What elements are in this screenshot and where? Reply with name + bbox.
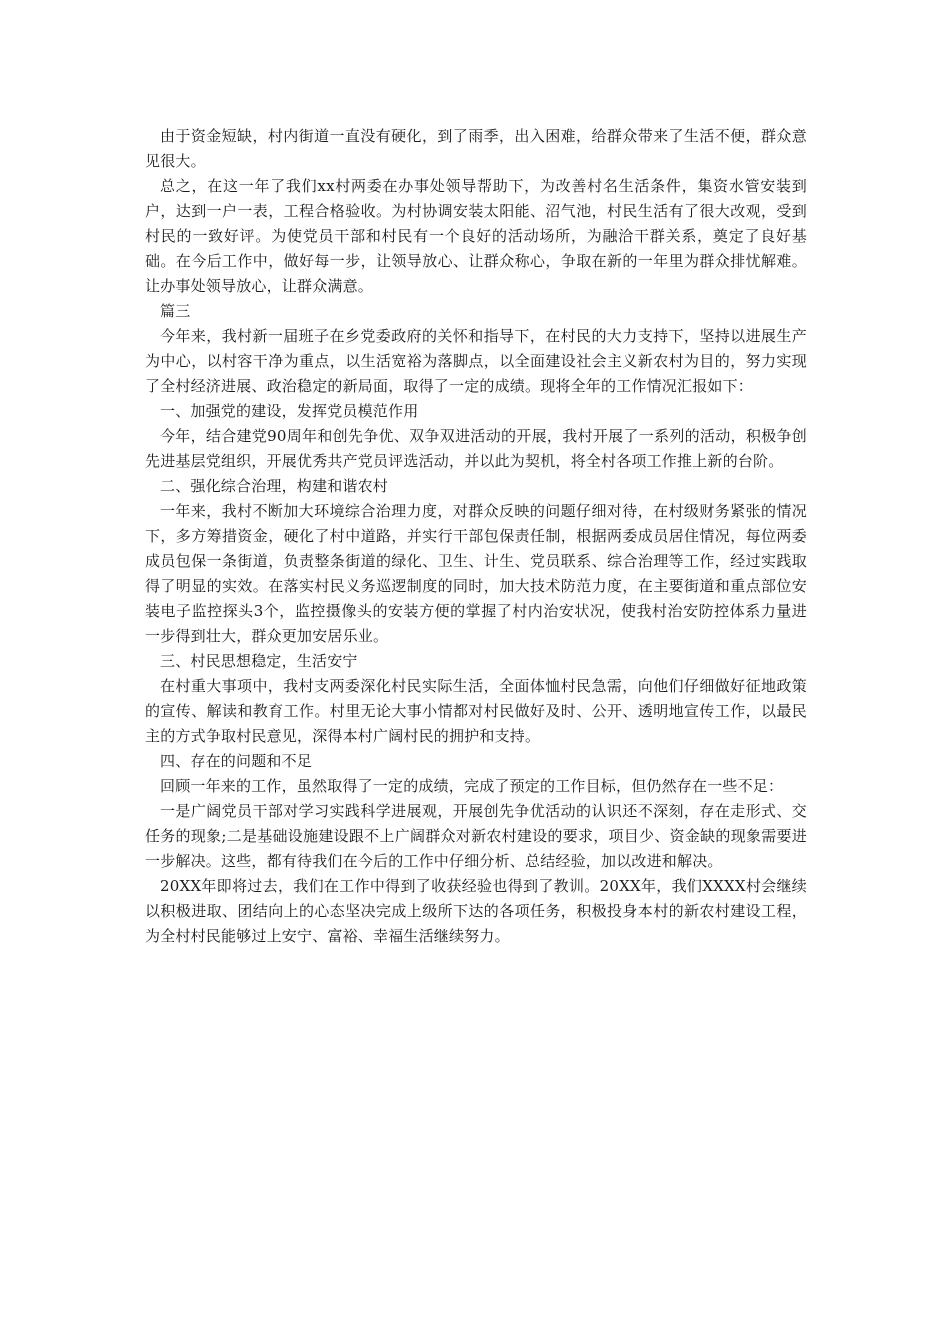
paragraph-funding-shortage: 由于资金短缺，村内街道一直没有硬化，到了雨季，出入困难，给群众带来了生活不便，群众意见很大。: [145, 127, 807, 170]
paragraph-party-building: 今年，结合建党90周年和创先争优、双争双进活动的开展，我村开展了一系列的活动，积极争创先进基层党组织，开展优秀共产党员评选活动，并以此为契机，将全村各项工作推上新的台阶。: [145, 427, 807, 470]
paragraph-intro: 今年来，我村新一届班子在乡党委政府的关怀和指导下，在村民的大力支持下，坚持以进展生产为中心，以村容干净为重点，以生活宽裕为落脚点，以全面建设社会主义新农村为目的，努力实现了全村经济进展、政治稳定的新局面，取得了一定的成绩。现将全年的工作情况汇报如下：: [145, 327, 807, 395]
paragraph-stability: 在村重大事项中，我村支两委深化村民实际生活，全面体恤村民急需，向他们仔细做好征地政策的宣传、解读和教育工作。村里无论大事小情都对村民做好及时、公开、透明地宣传工作，以最民主的方式争取村民意见，深得本村广阔村民的拥护和支持。: [145, 677, 807, 745]
paragraph-problems-detail: 一是广阔党员干部对学习实践科学进展观，开展创先争优活动的认识还不深刻，存在走形式、交任务的现象;二是基础设施建设跟不上广阔群众对新农村建设的要求，项目少、资金缺的现象需要进一步解决。这些，都有待我们在今后的工作中仔细分析、总结经验，加以改进和解决。: [145, 802, 807, 870]
paragraph-conclusion: 20XX年即将过去，我们在工作中得到了收获经验也得到了教训。20XX年，我们XXXX村会继续以积极进取、团结向上的心态坚决完成上级所下达的各项任务，积极投身本村的新农村建设工程，为全村村民能够过上安宁、富裕、幸福生活继续努力。: [145, 877, 807, 945]
heading-party-building: 一、加强党的建设，发挥党员模范作用: [160, 402, 419, 420]
document-body: [145, 124, 807, 949]
heading-stability: 三、村民思想稳定，生活安宁: [160, 652, 358, 670]
paragraph-summary: 总之，在这一年了我们xx村两委在办事处领导帮助下，为改善村名生活条件，集资水管安装到户，达到一户一表，工程合格验收。为村协调安装太阳能、沼气池，村民生活有了很大改观，受到村民的一致好评。为使党员干部和村民有一个良好的活动场所，为融洽干群关系，奠定了良好基础。在今后工作中，做好每一步，让领导放心、让群众称心，争取在新的一年里为群众排忧解难。让办事处领导放心，让群众满意。: [145, 177, 807, 295]
section-title-part-three: 篇三: [160, 302, 191, 320]
paragraph-problems-review: 回顾一年来的工作，虽然取得了一定的成绩，完成了预定的工作目标，但仍然存在一些不足：: [160, 777, 784, 795]
paragraph-governance: 一年来，我村不断加大环境综合治理力度，对群众反映的问题仔细对待，在村级财务紧张的情况下，多方筹措资金，硬化了村中道路，并实行干部包保责任制，根据两委成员居住情况，每位两委成员包保一条街道，负责整条街道的绿化、卫生、计生、党员联系、综合治理等工作，经过实践取得了明显的实效。在落实村民义务巡逻制度的同时，加大技术防范力度，在主要街道和重点部位安装电子监控探头3个，监控摄像头的安装方便的掌握了村内治安状况，使我村治安防控体系力量进一步得到壮大，群众更加安居乐业。: [145, 502, 807, 645]
heading-problems: 四、存在的问题和不足: [160, 752, 313, 770]
heading-governance: 二、强化综合治理，构建和谐农村: [160, 477, 389, 495]
